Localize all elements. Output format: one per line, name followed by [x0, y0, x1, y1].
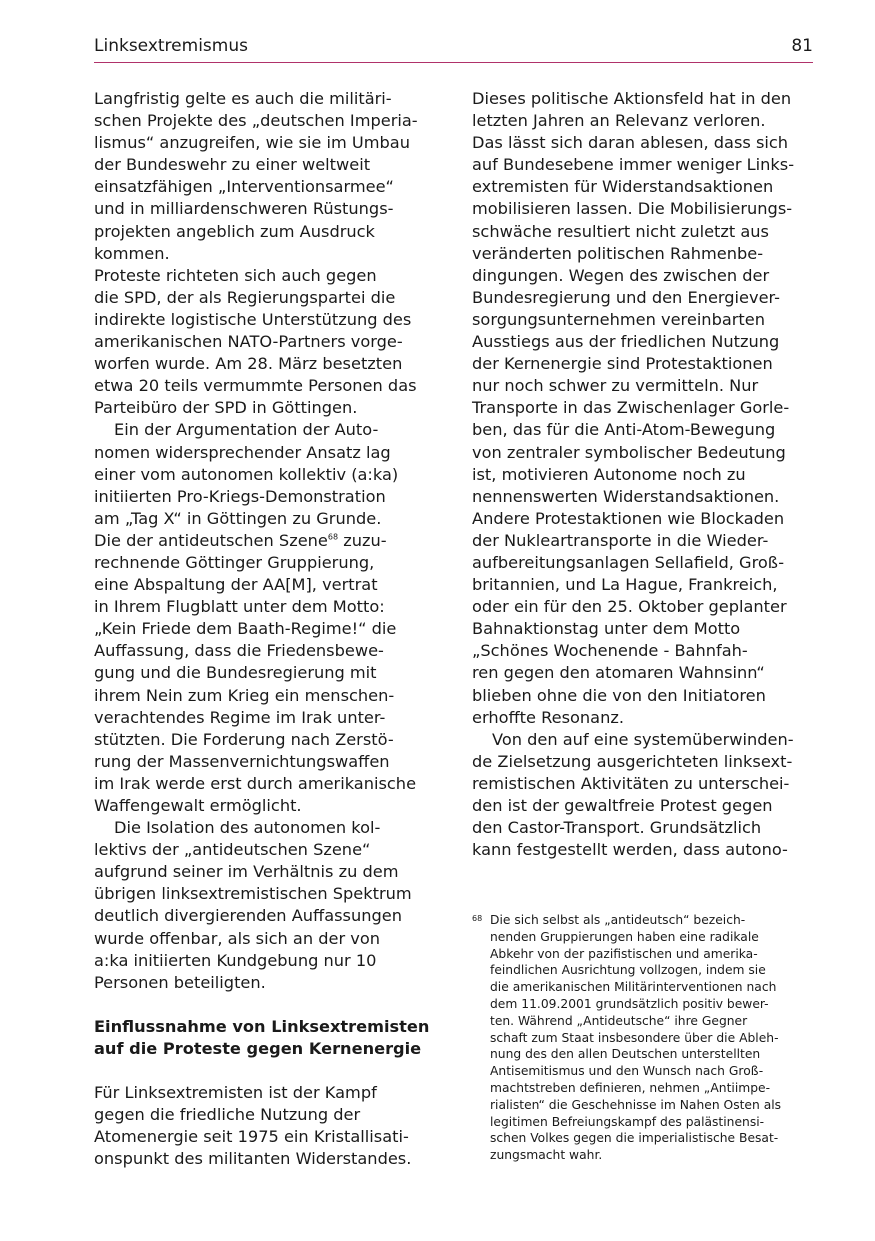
left-column	[94, 88, 436, 1170]
section-heading: Einflussnahme von Linksextremisten auf die Proteste gegen Kernenergie	[94, 1016, 430, 1058]
footnote-text: Die sich selbst als „antideutsch“ bezeich- nenden Gruppierungen haben eine radikale Abkehr von der pazifistischen und amerika- feindlichen Ausrichtung vollzogen, indem sie die amerikanischen Militärinterventionen nach dem 11.09.2001 grundsätzlich positiv bewer- ten. Während „Antideutsche“ ihre Gegner schaft zum Staat insbesondere über die Ableh- nung des den allen Deutschen unterstellten Antisemitismus und den Wunsch nach Groß- machtstreben definieren, nehmen „Antiimpe- rialisten“ die Geschehnisse im Nahen Osten als legitimen Befreiungskampf des palästinensi- schen Volkes gegen die imperialistische Besat- zungsmacht wahr.	[490, 913, 782, 1163]
running-header-title: Linksextremismus	[94, 36, 248, 56]
paragraph: Proteste richteten sich auch gegen die SPD, der als Regierungspartei die indirekte logistische Unterstützung des amerikanischen NATO-Partners vorge- worfen wurde. Am 28. März besetzten etwa 20 teils vermummte Personen das Parteibüro der SPD in Göttingen.	[94, 265, 417, 418]
paragraph: Dieses politische Aktionsfeld hat in den letzten Jahren an Relevanz verloren. Das lässt sich daran ablesen, dass sich auf Bundesebene immer weniger Links- extremisten für Widerstandsaktionen mobilisieren lassen. Die Mobilisierungs- schwäche resultiert nicht zuletzt aus veränderten politischen Rahmenbe- dingungen. Wegen des zwischen der Bundesregierung und den Energiever- sorgungsunternehmen vereinbarten Ausstiegs aus der friedlichen Nutzung der Kernenergie sind Protestaktionen nur noch schwer zu vermitteln. Nur Transporte in das Zwischenlager Gorle- ben, das für die Anti-Atom-Bewegung von zentraler symbolischer Bedeutung ist, motivieren Autonome noch zu nennenswerten Widerstandsaktionen. Andere Protestaktionen wie Blockaden der Nukleartransporte in die Wieder- aufbereitungsanlagen Sellafield, Groß- britannien, und La Hague, Frankreich, oder ein für den 25. Oktober geplanter Bahnaktionstag unter dem Motto „Schönes Wochenende - Bahnfah- ren gegen den atomaren Wahnsinn“ blieben ohne die von den Initiatoren erhoffte Resonanz.	[472, 89, 795, 727]
footnote-ref[interactable]: 68	[327, 532, 339, 542]
page-number: 81	[791, 36, 813, 56]
paragraph-text: Ein der Argumentation der Auto- nomen widersprechender Ansatz lag einer vom autonomen kollektiv (a:ka) initiierten Pro-Kriegs-Demonstration am „Tag X“ in Göttingen zu Grunde. Die der antideutschen Szene	[94, 420, 399, 550]
paragraph: Für Linksextremisten ist der Kampf gegen die friedliche Nutzung der Atomenergie seit 1975 ein Kristallisati- onspunkt des militanten Widerstandes.	[94, 1083, 412, 1169]
paragraph: Von den auf eine systemüberwinden- de Zielsetzung ausgerichteten linksext- remistischen Aktivitäten zu unterschei- den ist der gewaltfreie Protest gegen den Castor-Transport. Grundsätzlich kann festgestellt werden, dass autono-	[472, 729, 794, 860]
footnote	[472, 912, 814, 1164]
paragraph-text: zuzu- rechnende Göttinger Gruppierung, eine Abspaltung der AA[M], vertrat in Ihrem Flugblatt unter dem Motto: „Kein Friede dem Baath-Regime!“ die Auffassung, dass die Friedensbewe- gung und die Bundesregierung mit ihrem Nein zum Krieg ein menschen- verachtendes Regime im Irak unter- stützten. Die Forderung nach Zerstö- rung der Massenvernichtungswaffen im Irak werde erst durch amerikanische Waffengewalt ermöglicht.	[94, 530, 417, 815]
paragraph: Die Isolation des autonomen kol- lektivs der „antideutschen Szene“ aufgrund seiner im Verhältnis zu dem übrigen linksextremistischen Spektrum deutlich divergierenden Auffassungen wurde offenbar, als sich an der von a:ka initiierten Kundgebung nur 10 Personen beteiligten.	[94, 818, 412, 992]
paragraph	[94, 419, 436, 817]
right-column	[472, 88, 814, 861]
footnote-number: 68	[472, 914, 483, 923]
running-header	[94, 34, 813, 63]
paragraph: Langfristig gelte es auch die militäri- schen Projekte des „deutschen Imperia- lismus“ anzugreifen, wie sie im Umbau der Bundeswehr zu einer weltweit einsatzfähigen „Interventionsarmee“ und in milliardenschweren Rüstungs- projekten angeblich zum Ausdruck kommen.	[94, 89, 418, 263]
